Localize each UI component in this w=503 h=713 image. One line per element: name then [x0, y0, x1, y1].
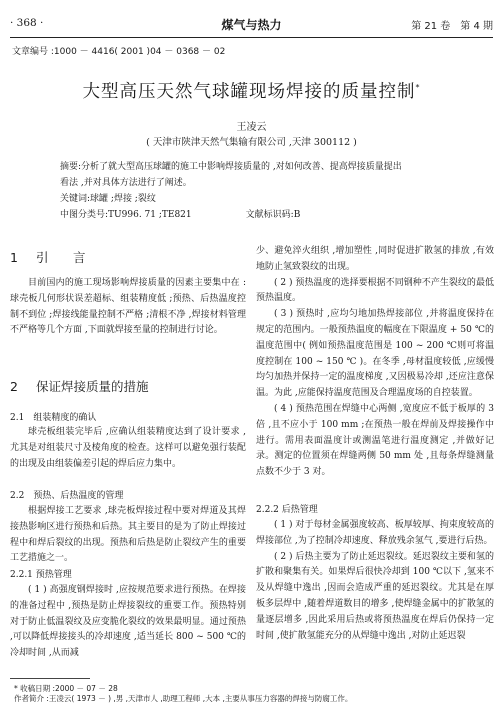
subsection-2-2-1-body — [10, 583, 246, 662]
abstract-text-2: 看法 ,并对具体方法进行了阐述。 — [60, 178, 192, 188]
abstract-block — [60, 159, 450, 223]
keywords-text: :球罐 ;焊接 ;裂纹 — [87, 194, 156, 204]
keywords-label: 关键词 — [60, 194, 88, 204]
section-2-number: 2 — [10, 379, 18, 394]
article-title-text: 大型高压天然气球罐现场焊接的质量控制 — [82, 82, 416, 102]
right-column-top — [256, 244, 494, 481]
running-header — [10, 16, 493, 34]
abstract-line-2 — [60, 175, 450, 191]
subsection-2-1-paragraph: 球壳板组装完毕后 ,应确认组装精度达到了设计要求 ,尤其是对组装尺寸及棱角度的检查。这样可以避免强行装配的出现及由组装偏差引起的焊后应力集中。 — [10, 427, 246, 469]
volume-issue: 第 21 卷 第 4 期 — [411, 21, 493, 32]
section-2-title: 保证焊接质量的措施 — [36, 379, 149, 394]
right-paragraph-preheat-3: ( 3 ) 预热时 ,应均匀地加热焊接部位 ,并将温度保持在规定的范围内。一般预热温度的幅度在下限温度 + 50 ℃的温度范围中( 例如预热温度范围是 100 ~ 200 ℃则可将温度控制在 100 ~ 150 ℃ )。在冬季 ,母材温度较低 ,应缓慢均匀加热并保持一定的温度梯度 ,又因极易冷却 ,还应注意保温。为此 ,应能保持温度范围及合理温度场的自控装置。 — [256, 309, 494, 399]
author-affiliation: ( 天津市陕津天然气集输有限公司 ,天津 300112 ) — [146, 137, 357, 148]
subsection-2-2-body — [10, 504, 246, 567]
abstract-line-1 — [60, 159, 450, 175]
section-1-title: 引 言 — [36, 250, 92, 265]
classification-line — [60, 207, 450, 223]
section-2-heading — [10, 377, 149, 395]
right-paragraph-preheat-4: ( 4 ) 预热范围在焊缝中心两侧 ,宽度应不低于板厚的 3 倍 ,且不应小于 100 mm ;在预热一般在焊前及焊接操作中进行。需用表面温度计或测温笔进行温度测定 ,并做好记录。测定的位置须在焊缝两侧 50 mm 处 ,且每条焊缝测量点数不少于 3 对。 — [256, 403, 494, 478]
footnote — [14, 684, 352, 704]
section-1-number: 1 — [10, 250, 18, 265]
subsection-2-2-1-paragraph: ( 1 ) 高强度钢焊接时 ,应按规范要求进行预热。在焊接的准备过程中 ,预热是防止焊接裂纹的重要工作。预热特别对于防止低温裂纹及应变脆化裂纹的效果最明显。通过预热 ,可以降低焊接接头的冷却速度 ,适当延长 800 ~ 500 ℃的冷却时间 ,从而减 — [10, 585, 246, 659]
footnote-rule — [10, 678, 90, 679]
journal-name: 煤气与热力 — [221, 18, 282, 32]
title-footnote-mark: * — [415, 83, 421, 93]
footnote-received — [14, 684, 352, 694]
right-paragraph-postheat-1: ( 1 ) 对于每材金属强度较高、板厚较厚、拘束度较高的焊接部位 ,为了控制冷却速度、释放残余氢气 ,要进行后热。 — [256, 520, 494, 546]
author-name: 王凌云 — [236, 122, 267, 133]
page-number: · 368 · — [10, 17, 44, 29]
subsection-2-2-2-body — [256, 518, 494, 644]
right-paragraph-preheat-2: ( 2 ) 预热温度的选择要根据不同钢种不产生裂纹的最低预热温度。 — [256, 277, 494, 304]
clc-label: 中图分类号 — [60, 210, 106, 220]
subsection-2-2-1-heading: 2.2.1 预热管理 — [10, 570, 72, 580]
subsection-2-2-2-heading: 2.2.2 后热管理 — [256, 505, 318, 515]
subsection-2-1-heading: 2.1 组装精度的确认 — [10, 413, 97, 423]
abstract-text-1: :分析了就大型高压球罐的施工中影响焊接质量的 ,对如何改善、提高焊接质量提出 — [78, 162, 402, 172]
right-paragraph-postheat-2: ( 2 ) 后热主要为了防止延迟裂纹。延迟裂纹主要和氢的扩散和聚集有关。如果焊后很快冷却到 100 ℃以下 ,氢来不及从焊缝中逸出 ,因而会造成严重的延迟裂纹。尤其是在厚板多层焊中 ,随着焊道数目的增多 ,使焊缝金属中的扩散氢的量逐层增多 ,因此采用后热或将预热温度在焊后仍保持一定时间 ,使扩散氢能充分的从焊缝中逸出 ,对防止延迟裂 — [256, 551, 494, 641]
doc-code-label: 文献标识码 — [245, 210, 291, 220]
header-rule — [10, 37, 493, 38]
article-number: 文章编号 :1000 － 4416( 2001 )04 － 0368 － 02 — [12, 47, 226, 57]
subsection-2-2-heading: 2.2 预热、后热温度的管理 — [10, 491, 124, 501]
clc-text: :TU996. 71 ;TE821 — [105, 210, 192, 220]
received-date: 收稿日期 :2000 － 07 － 28 — [20, 684, 118, 693]
footnote-mark: * — [14, 684, 18, 693]
author-bio: 作者简介 :王凌云( 1973 － ) ,男 ,天津市人 ,助理工程师 ,大本 ,主要从事压力容器的焊接与防腐工作。 — [14, 694, 353, 703]
abstract-label: 摘要 — [60, 162, 79, 172]
article-title — [0, 78, 503, 103]
keywords-line — [60, 191, 450, 207]
doc-code-text: :B — [290, 210, 301, 220]
subsection-2-1-body — [10, 425, 246, 472]
section-1-paragraph: 目前国内的施工现场影响焊接质量的因素主要集中在 :球壳板几何形状误差超标、组装精度低 ;预热、后热温度控制不到位 ;焊接线能量控制不严格 ;清根不净 ,焊接材料管理不严格等几个方面 ,下面就焊接至量的控制进行讨论。 — [10, 278, 246, 336]
right-paragraph-continued: 少、避免淬火组织 ,增加塑性 ,同时促进扩散氢的排放 ,有效地防止氢致裂纹的出现。 — [256, 246, 494, 272]
section-1-heading — [10, 248, 92, 266]
subsection-2-2-paragraph: 根据焊接工艺要求 ,球壳板焊接过程中要对焊道及其焊接热影响区进行预热和后热。其主要目的是为了防止焊接过程中和焊后裂纹的出现。预热和后热是防止裂纹产生的重要工艺措施之一。 — [10, 506, 246, 564]
section-1-body — [10, 276, 246, 339]
